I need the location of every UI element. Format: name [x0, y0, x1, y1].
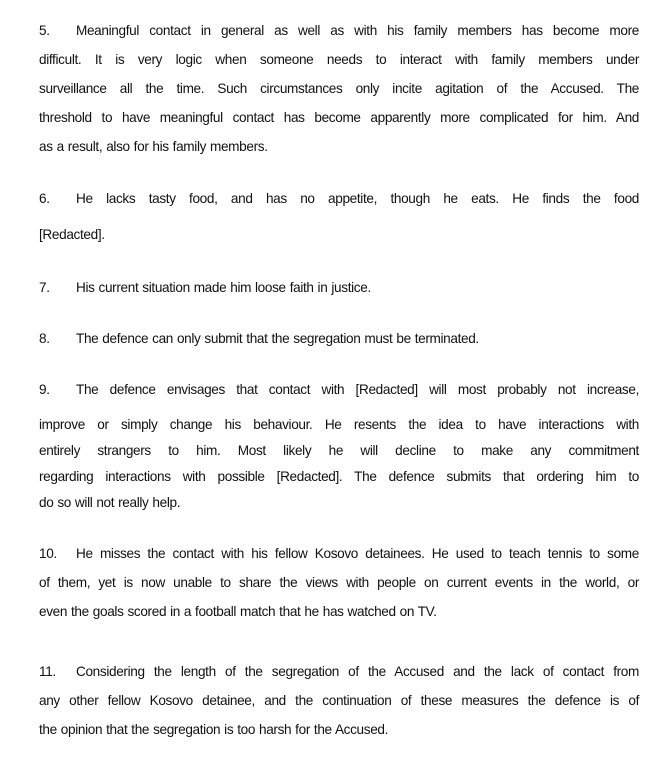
paragraph-line: 11. Considering the length of the segregation of the Accused and the lack of contact from — [39, 664, 639, 679]
paragraph-line: the opinion that the segregation is too harsh for the Accused. — [39, 722, 389, 737]
paragraph-line: as a result, also for his family members. — [39, 139, 268, 154]
paragraph-number: 11. — [39, 664, 56, 679]
paragraph-line: any other fellow Kosovo detainee, and the continuation of these measures the defence is of — [39, 693, 639, 708]
paragraph-5 — [39, 21, 639, 156]
paragraph-line: do so will not really help. — [39, 495, 181, 510]
paragraph-number: 9. — [39, 382, 50, 397]
paragraph-line: difficult. It is very logic when someone needs to interact with family members under — [39, 52, 639, 67]
paragraph-number: 10. — [39, 546, 57, 561]
paragraph-line: regarding interactions with possible [Redacted]. The defence submits that ordering him to — [39, 469, 639, 484]
paragraph-line: of them, yet is now unable to share the views with people on current events in the world, or — [39, 575, 639, 590]
paragraph-7 — [39, 278, 639, 297]
paragraph-6 — [39, 189, 639, 244]
paragraph-9 — [39, 380, 639, 512]
paragraph-line: even the goals scored in a football match that he has watched on TV. — [39, 604, 437, 619]
paragraph-number: 5. — [39, 23, 50, 38]
paragraph-line: 7. His current situation made him loose faith in justice. — [39, 280, 371, 295]
paragraph-line: threshold to have meaningful contact has become apparently more complicated for him. And — [39, 110, 639, 125]
paragraph-line: 8. The defence can only submit that the segregation must be terminated. — [39, 331, 479, 346]
paragraph-line: 5. Meaningful contact in general as well as with his family members has become more — [39, 23, 639, 38]
paragraph-number: 6. — [39, 191, 50, 206]
paragraph-number: 8. — [39, 331, 50, 346]
paragraph-line: 6. He lacks tasty food, and has no appetite, though he eats. He finds the food — [39, 191, 639, 206]
paragraph-line: [Redacted]. — [39, 227, 105, 242]
paragraph-line: 9. The defence envisages that contact with [Redacted] will most probably not increase, — [39, 382, 639, 397]
paragraph-line: improve or simply change his behaviour. He resents the idea to have interactions with — [39, 417, 639, 432]
paragraph-11 — [39, 662, 639, 739]
paragraph-line: entirely strangers to him. Most likely he will decline to make any commitment — [39, 443, 639, 458]
paragraph-10 — [39, 544, 639, 621]
paragraph-line: 10. He misses the contact with his fellow Kosovo detainees. He used to teach tennis to some — [39, 546, 639, 561]
paragraph-8 — [39, 329, 639, 348]
paragraph-number: 7. — [39, 280, 50, 295]
paragraph-line: surveillance all the time. Such circumstances only incite agitation of the Accused. The — [39, 81, 639, 96]
